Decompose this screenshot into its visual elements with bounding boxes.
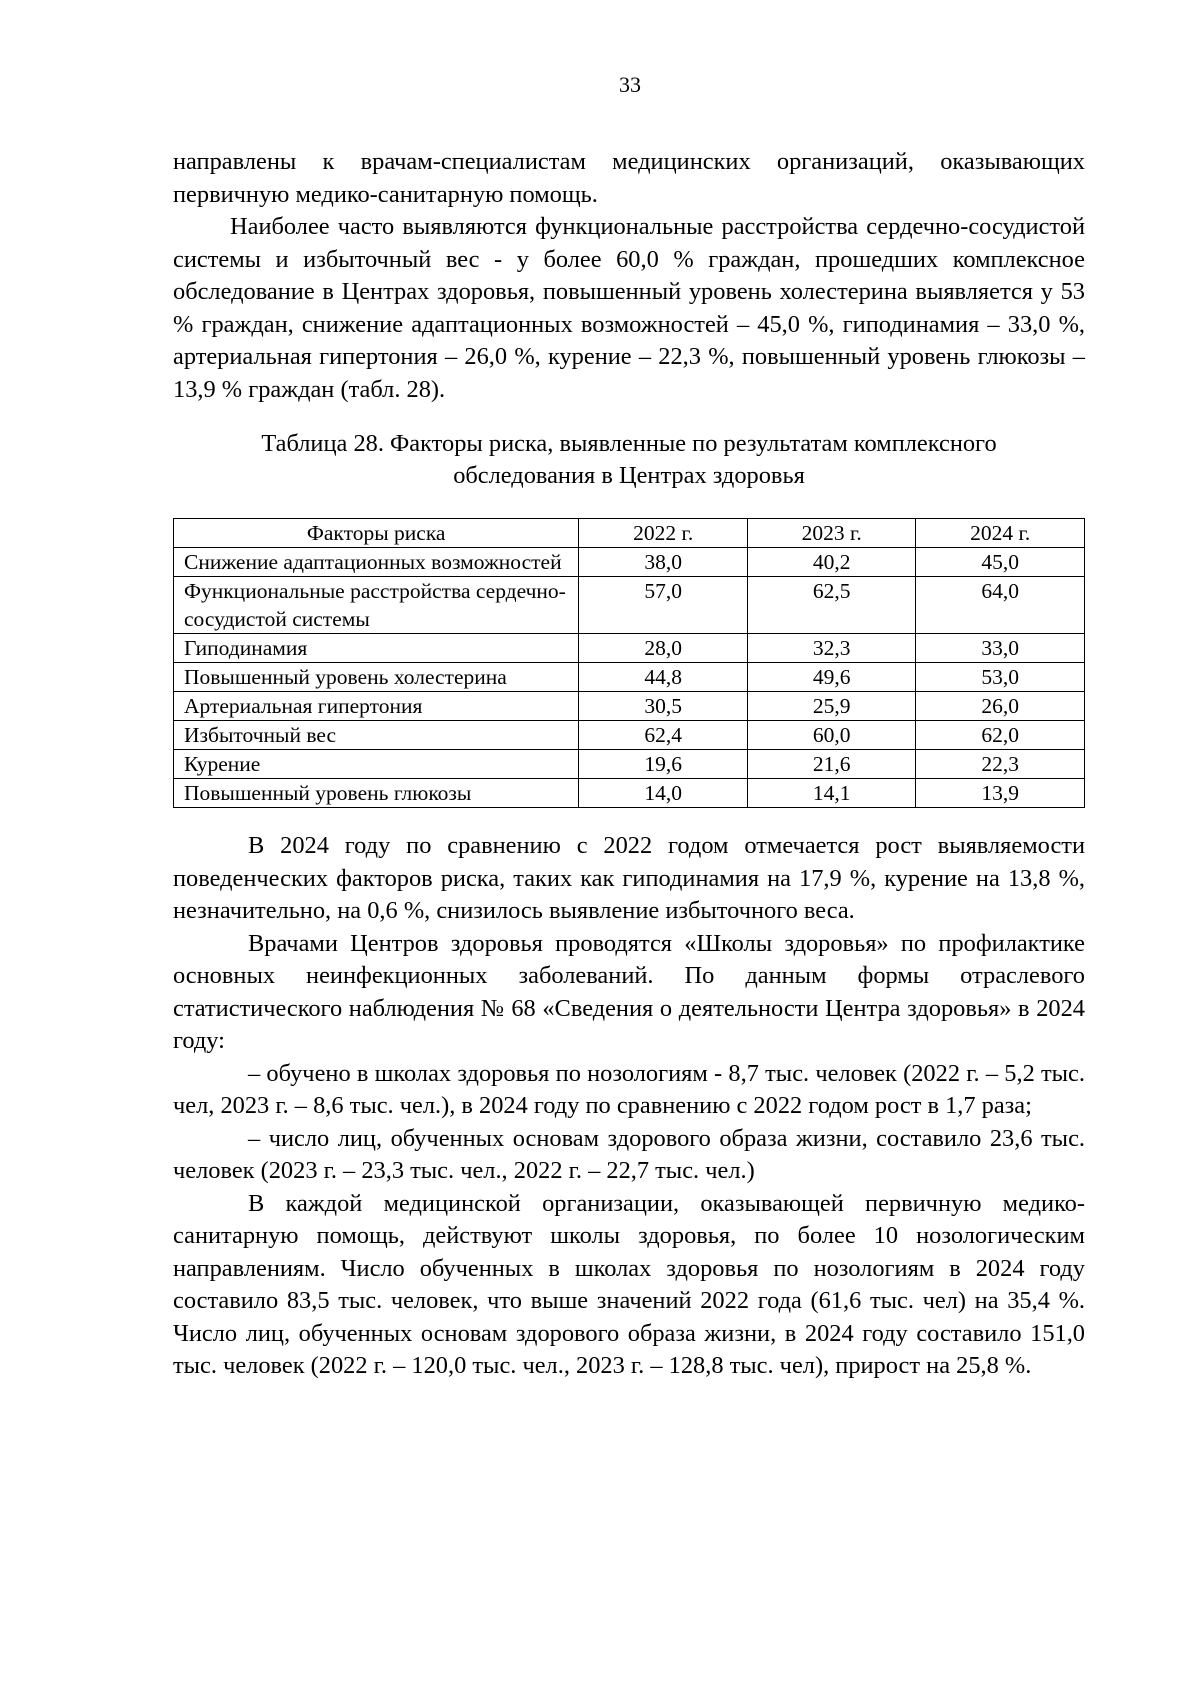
value-2022: 38,0 xyxy=(579,548,748,577)
risk-factor-name: Курение xyxy=(174,750,579,779)
table-row xyxy=(174,721,1085,750)
value-2022: 30,5 xyxy=(579,692,748,721)
value-2024: 13,9 xyxy=(916,779,1085,808)
table-row xyxy=(174,634,1085,663)
value-2022: 28,0 xyxy=(579,634,748,663)
value-2024: 62,0 xyxy=(916,721,1085,750)
paragraph-3: В 2024 году по сравнению с 2022 годом отмечается рост выявляемости поведенческих факторов риска, таких как гиподинамия на 17,9 %, курение на 13,8 %, незначительно, на 0,6 %, снизилось выявление избыточного веса. xyxy=(173,832,1085,924)
table-caption-line-2: обследования в Центрах здоровья xyxy=(453,462,805,489)
risk-factor-name: Артериальная гипертония xyxy=(174,692,579,721)
risk-factor-name: Снижение адаптационных возможностей xyxy=(174,548,579,577)
value-2024: 33,0 xyxy=(916,634,1085,663)
value-2023: 60,0 xyxy=(747,721,916,750)
header-risk-factors: Факторы риска xyxy=(174,519,579,548)
table-row xyxy=(174,548,1085,577)
risk-factor-name: Функциональные расстройства сердечно-сосудистой системы xyxy=(174,577,579,634)
paragraph-4: Врачами Центров здоровья проводятся «Школы здоровья» по профилактике основных неинфекционных заболеваний. По данным формы отраслевого статистического наблюдения № 68 «Сведения о деятельности Центра здоровья» в 2024 году: xyxy=(173,929,1085,1054)
risk-factors-table xyxy=(173,518,1085,808)
value-2024: 22,3 xyxy=(916,750,1085,779)
document-body xyxy=(173,146,1085,1383)
risk-factor-name: Избыточный вес xyxy=(174,721,579,750)
value-2024: 53,0 xyxy=(916,663,1085,692)
table-row xyxy=(174,779,1085,808)
paragraph-7: В каждой медицинской организации, оказывающей первичную медико-санитарную помощь, действуют школы здоровья, по более 10 нозологическим направлениям. Число обученных в школах здоровья по нозологиям в 2024 году составило 83,5 тыс. человек, что выше значений 2022 года (61,6 тыс. чел) на 35,4 %. Число лиц, обученных основам здорового образа жизни, в 2024 году составило 151,0 тыс. человек (2022 г. – 120,0 тыс. чел., 2023 г. – 128,8 тыс. чел), прирост на 25,8 %. xyxy=(173,1189,1085,1379)
value-2022: 19,6 xyxy=(579,750,748,779)
table-row xyxy=(174,577,1085,634)
value-2022: 44,8 xyxy=(579,663,748,692)
table-caption xyxy=(173,428,1085,492)
value-2023: 21,6 xyxy=(747,750,916,779)
paragraph-1: направлены к врачам-специалистам медицинских организаций, оказывающих первичную медико-санитарную помощь. xyxy=(173,148,1085,208)
value-2023: 32,3 xyxy=(747,634,916,663)
value-2024: 45,0 xyxy=(916,548,1085,577)
value-2022: 14,0 xyxy=(579,779,748,808)
paragraph-2: Наиболее часто выявляются функциональные расстройства сердечно-сосудистой системы и избыточный вес - у более 60,0 % граждан, прошедших комплексное обследование в Центрах здоровья, повышенный уровень холестерина выявляется у 53 % граждан, снижение адаптационных возможностей – 45,0 %, гиподинамия – 33,0 %, артериальная гипертония – 26,0 %, курение – 22,3 %, повышенный уровень глюкозы – 13,9 % граждан (табл. 28). xyxy=(173,213,1085,403)
table-row xyxy=(174,692,1085,721)
risk-factor-name: Повышенный уровень глюкозы xyxy=(174,779,579,808)
table-header-row xyxy=(174,519,1085,548)
page-number: 33 xyxy=(619,72,641,97)
value-2023: 49,6 xyxy=(747,663,916,692)
value-2023: 25,9 xyxy=(747,692,916,721)
paragraph-5: – обучено в школах здоровья по нозологиям - 8,7 тыс. человек (2022 г. – 5,2 тыс. чел, 2023 г. – 8,6 тыс. чел.), в 2024 году по сравнению с 2022 годом рост в 1,7 раза; xyxy=(173,1059,1085,1119)
value-2023: 40,2 xyxy=(747,548,916,577)
header-2023: 2023 г. xyxy=(747,519,916,548)
value-2022: 62,4 xyxy=(579,721,748,750)
header-2022: 2022 г. xyxy=(579,519,748,548)
risk-factor-name: Повышенный уровень холестерина xyxy=(174,663,579,692)
value-2022: 57,0 xyxy=(579,577,748,634)
value-2023: 62,5 xyxy=(747,577,916,634)
value-2024: 64,0 xyxy=(916,577,1085,634)
risk-factor-name: Гиподинамия xyxy=(174,634,579,663)
paragraph-6: – число лиц, обученных основам здорового образа жизни, составило 23,6 тыс. человек (2023 г. – 23,3 тыс. чел., 2022 г. – 22,7 тыс. чел.) xyxy=(173,1124,1085,1184)
table-row xyxy=(174,750,1085,779)
value-2023: 14,1 xyxy=(747,779,916,808)
table-row xyxy=(174,663,1085,692)
table-caption-line-1: Таблица 28. Факторы риска, выявленные по результатам комплексного xyxy=(261,430,997,457)
value-2024: 26,0 xyxy=(916,692,1085,721)
header-2024: 2024 г. xyxy=(916,519,1085,548)
